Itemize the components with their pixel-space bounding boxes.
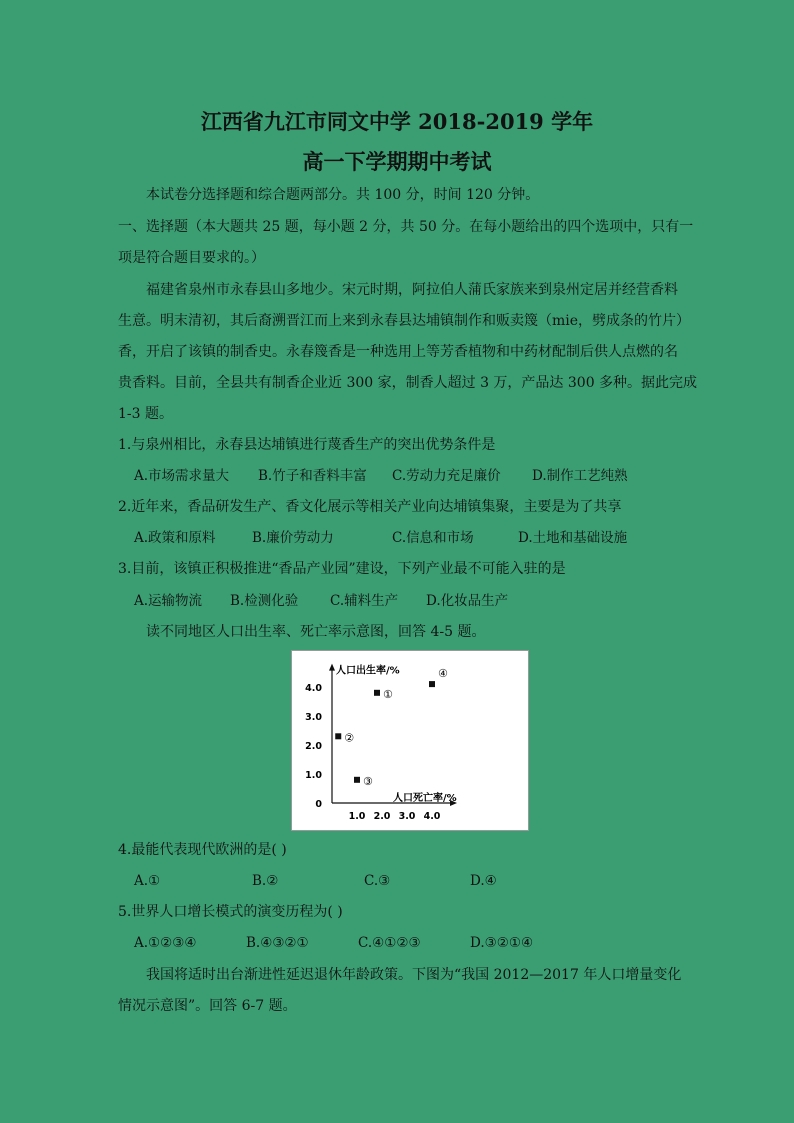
q2-option-b: B.廉价劳动力 [252, 530, 334, 546]
y-tick-label: 1.0 [305, 770, 322, 781]
passage1-line3: 香，开启了该镇的制香史。永春篾香是一种选用上等芳香植物和中药材配制后供人点燃的名 [118, 344, 678, 360]
q3-option-c: C.辅料生产 [330, 593, 399, 609]
y-tick-label: 3.0 [305, 712, 322, 723]
x-axis-label: 人口死亡率/% [393, 793, 457, 804]
q4-option-d: D.④ [470, 873, 497, 889]
passage1-line1: 福建省泉州市永春县山多地少。宋元时期，阿拉伯人蒲氏家族来到泉州定居并经营香料 [146, 282, 678, 298]
q1-option-d: D.制作工艺纯熟 [532, 468, 628, 484]
q4-stem: 4.最能代表现代欧洲的是( ) [118, 842, 287, 858]
passage1-line4: 贵香料。目前，全县共有制香企业近 300 家，制香人超过 3 万，产品达 300 多种。据此完成 [118, 375, 698, 391]
exam-intro: 本试卷分选择题和综合题两部分。共 100 分，时间 120 分钟。 [146, 187, 540, 203]
q2-option-d: D.土地和基础设施 [518, 530, 628, 546]
passage2: 读不同地区人口出生率、死亡率示意图，回答 4-5 题。 [146, 624, 486, 640]
q5-option-c: C.④①②③ [358, 935, 421, 951]
point-label: ② [344, 731, 355, 745]
point-label: ① [383, 687, 393, 701]
y-axis-arrow [329, 664, 335, 671]
x-tick-label: 2.0 [373, 811, 391, 822]
y-tick-label: 4.0 [305, 683, 322, 694]
exam-subtitle: 高一下学期期中考试 [302, 149, 492, 174]
q1-option-c: C.劳动力充足廉价 [392, 468, 501, 484]
scatter-point [354, 777, 360, 783]
q3-option-a: A.运输物流 [134, 593, 203, 609]
point-label: ④ [438, 667, 448, 681]
q2-option-a: A.政策和原料 [134, 530, 216, 546]
q1-option-a: A.市场需求量大 [134, 468, 230, 484]
section1-heading: 一、选择题（本大题共 25 题，每小题 2 分，共 50 分。在每小题给出的四个选项中，只有一 [118, 219, 694, 235]
x-tick-label: 4.0 [423, 811, 441, 822]
y-tick-label: 0 [315, 799, 322, 810]
q4-option-b: B.② [252, 873, 279, 889]
passage3-line2: 情况示意图”。回答 6-7 题。 [118, 998, 297, 1014]
q2-option-c: C.信息和市场 [392, 530, 474, 546]
q3-option-b: B.检测化验 [230, 593, 299, 609]
q5-option-d: D.③②①④ [470, 935, 534, 951]
q2-stem: 2.近年来，香品研发生产、香文化展示等相关产业向达埔镇集聚，主要是为了共享 [118, 499, 622, 515]
scatter-point [429, 681, 435, 687]
scatter-point [374, 690, 380, 696]
q4-option-c: C.③ [364, 873, 391, 889]
passage1-line2: 生意。明末清初，其后裔溯晋江而上来到永春县达埔镇制作和贩卖篾（mie，劈成条的竹片） [118, 313, 691, 329]
y-axis-label: 人口出生率/% [336, 665, 400, 677]
point-label: ③ [363, 774, 373, 788]
exam-title: 江西省九江市同文中学 2018-2019 学年 [200, 109, 594, 134]
chart-svg [292, 651, 528, 830]
q1-stem: 1.与泉州相比，永春县达埔镇进行蔑香生产的突出优势条件是 [118, 437, 496, 453]
q3-stem: 3.目前，该镇正积极推进“香品产业园”建设，下列产业最不可能入驻的是 [118, 561, 566, 577]
q5-option-b: B.④③②① [246, 935, 309, 951]
section1-heading-cont: 项是符合题目要求的。） [118, 250, 265, 266]
q3-option-d: D.化妆品生产 [426, 593, 509, 609]
q1-option-b: B.竹子和香料丰富 [258, 468, 367, 484]
scatter-point [335, 733, 341, 739]
passage3-line1: 我国将适时出台渐进性延迟退休年龄政策。下图为“我国 2012—2017 年人口增量变化 [146, 967, 682, 983]
passage1-line5: 1-3 题。 [118, 406, 173, 422]
x-tick-label: 3.0 [398, 811, 416, 822]
q4-option-a: A.① [134, 873, 161, 889]
birth-death-rate-chart [291, 650, 529, 831]
x-tick-label: 1.0 [348, 811, 366, 822]
y-tick-label: 2.0 [305, 741, 322, 752]
q5-option-a: A.①②③④ [134, 935, 197, 951]
q5-stem: 5.世界人口增长模式的演变历程为( ) [118, 904, 343, 920]
